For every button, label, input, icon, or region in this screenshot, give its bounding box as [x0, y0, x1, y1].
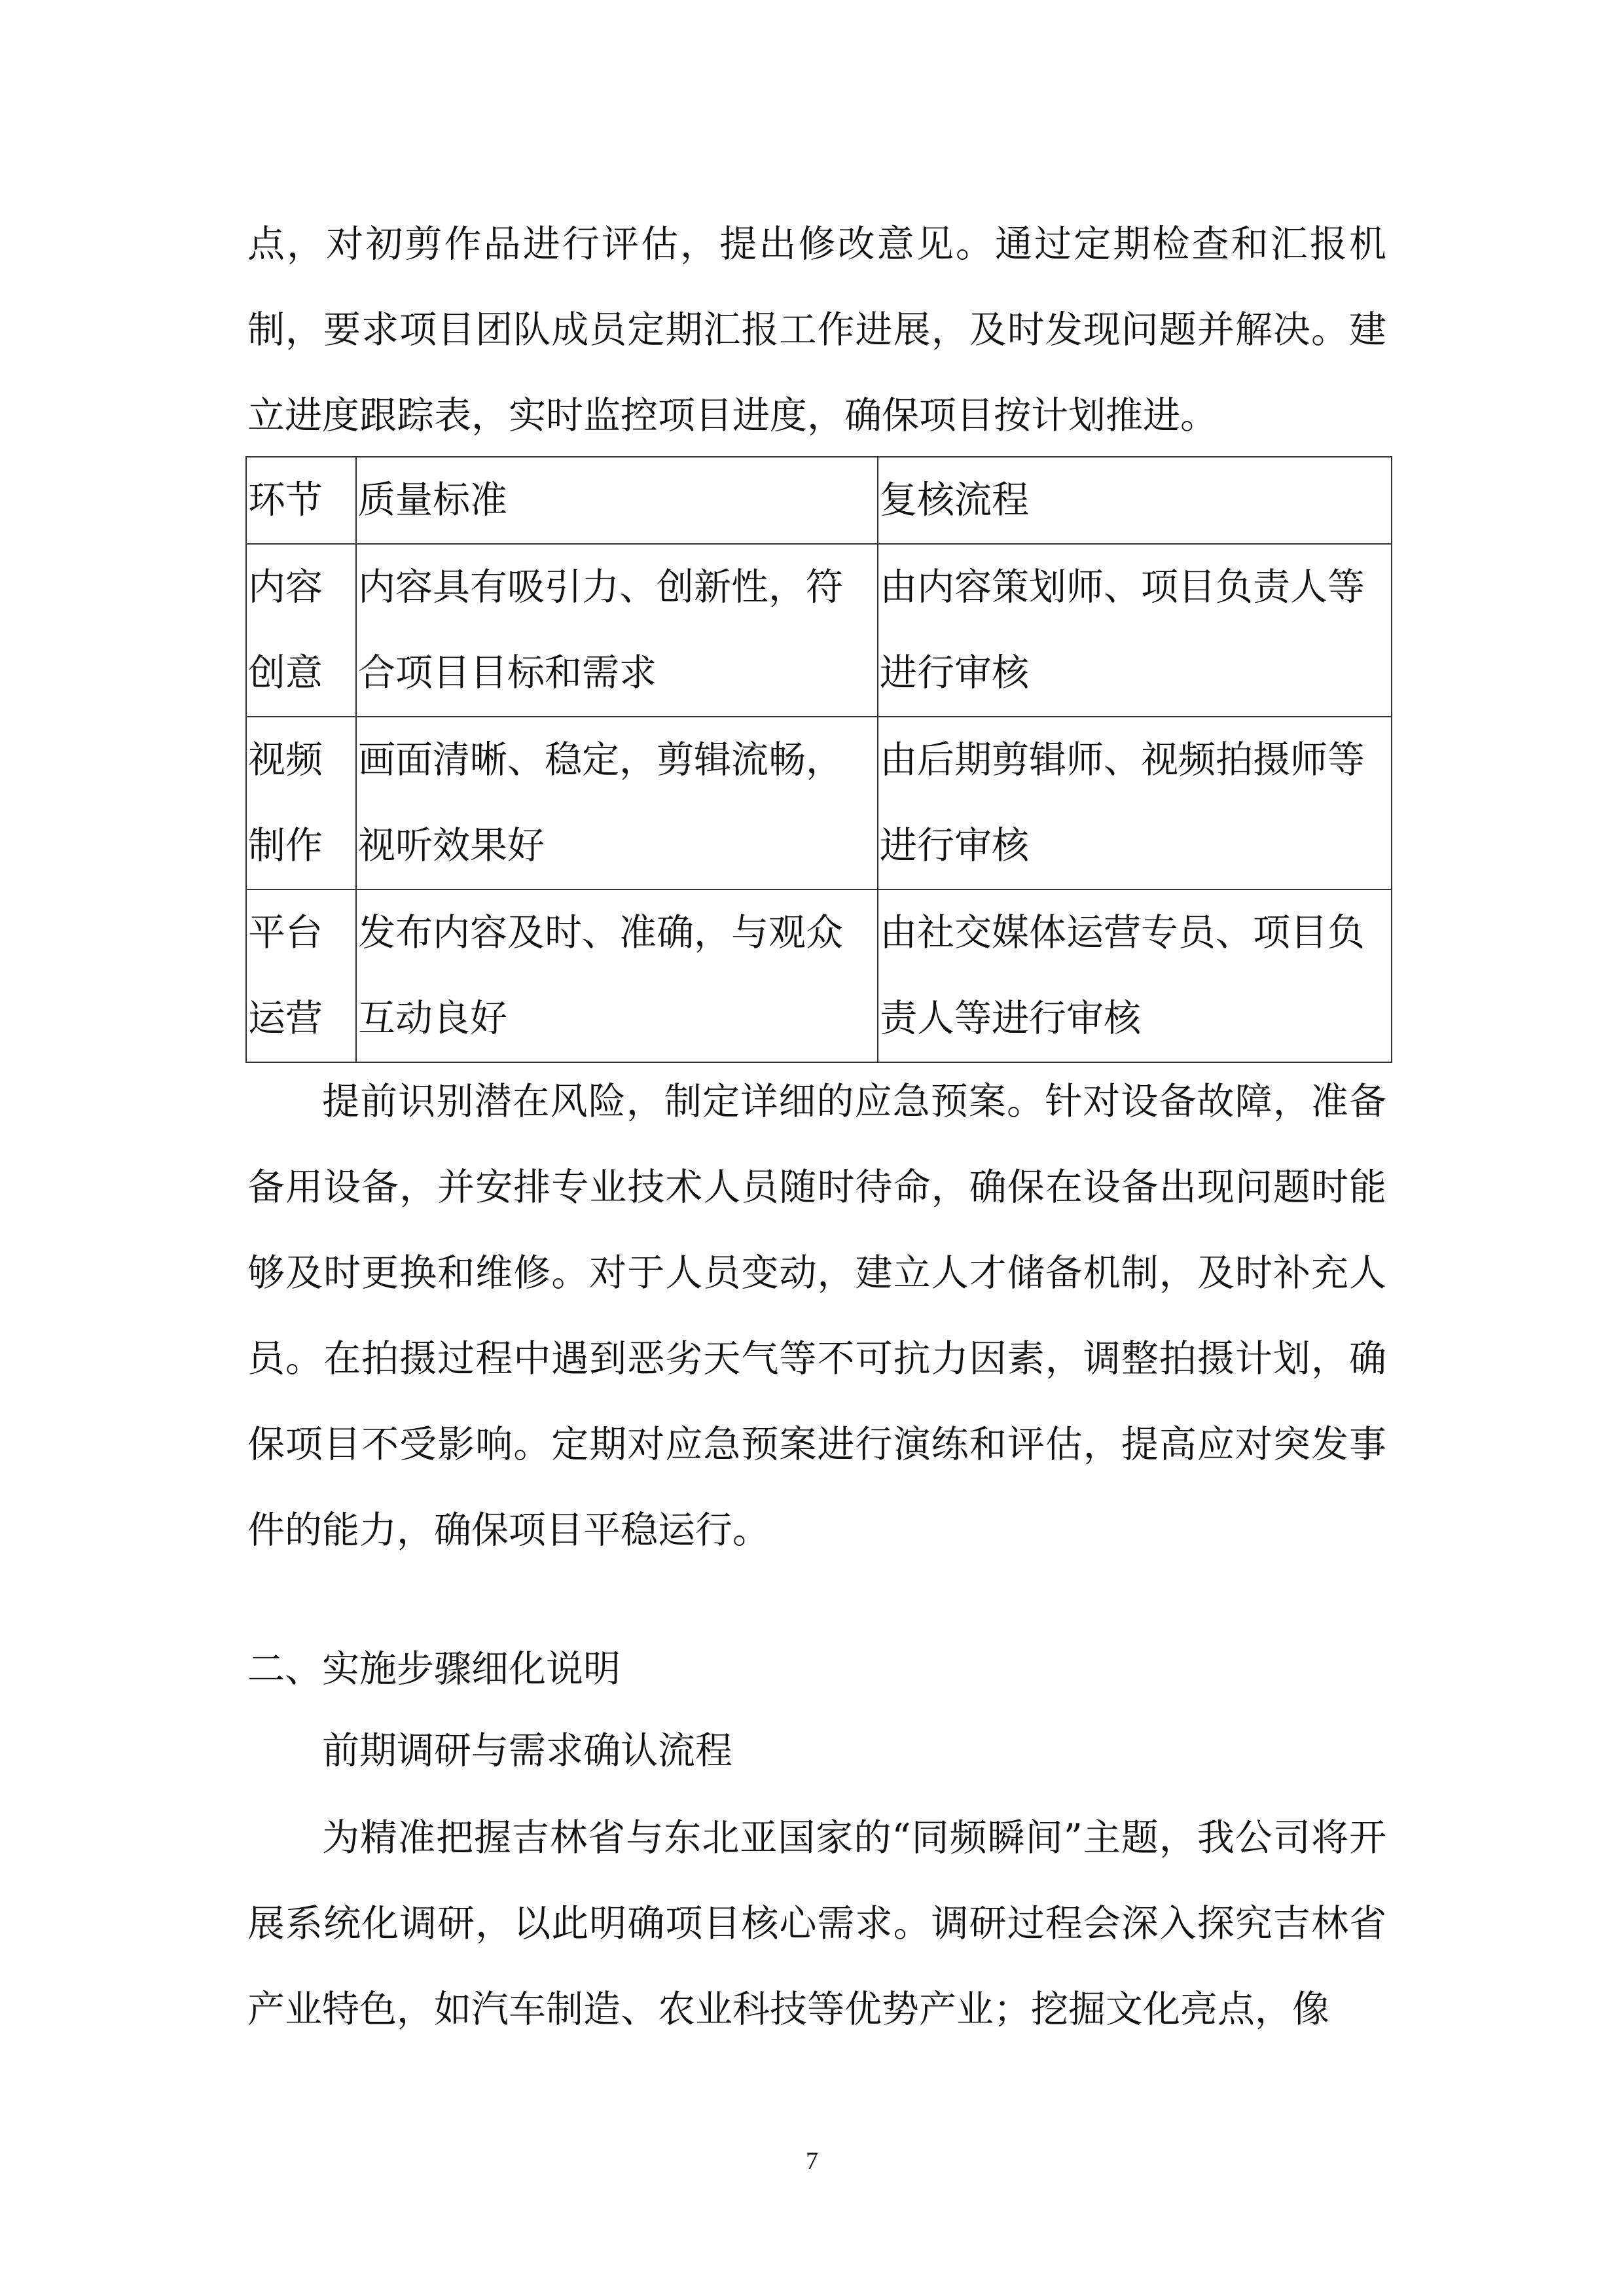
quality-standards-table: [245, 456, 1392, 1063]
row-stage: 视频制作: [246, 717, 356, 889]
subsection-heading: 前期调研与需求确认流程: [322, 1729, 732, 1772]
row-standard: 发布内容及时、准确，与观众互动良好: [356, 889, 878, 1062]
page-number: 7: [806, 2147, 818, 2175]
table-header-row: [246, 457, 1392, 544]
row-standard: 内容具有吸引力、创新性，符合项目目标和需求: [356, 544, 878, 717]
row-review: 由后期剪辑师、视频拍摄师等进行审核: [878, 717, 1392, 889]
table-row: [246, 717, 1392, 889]
row-standard: 画面清晰、稳定，剪辑流畅，视听效果好: [356, 717, 878, 889]
header-standard: 质量标准: [356, 457, 878, 544]
research-paragraph: 为精准把握吉林省与东北亚国家的“同频瞬间”主题，我公司将开展系统化调研，以此明确项目核心需求。调研过程会深入探究吉林省产业特色，如汽车制造、农业科技等优势产业；挖掘文化亮点，像: [247, 1816, 1386, 2031]
row-review: 由内容策划师、项目负责人等进行审核: [878, 544, 1392, 717]
risk-paragraph: 提前识别潜在风险，制定详细的应急预案。针对设备故障，准备备用设备，并安排专业技术人员随时待命，确保在设备出现问题时能够及时更换和维修。对于人员变动，建立人才储备机制，及时补充人员。在拍摄过程中遇到恶劣天气等不可抗力因素，调整拍摄计划，确保项目不受影响。定期对应急预案进行演练和评估，提高应对突发事件的能力，确保项目平稳运行。: [247, 1080, 1386, 1552]
intro-paragraph: 点，对初剪作品进行评估，提出修改意见。通过定期检查和汇报机制，要求项目团队成员定期汇报工作进展，及时发现问题并解决。建立进度跟踪表，实时监控项目进度，确保项目按计划推进。: [247, 223, 1386, 437]
row-review: 由社交媒体运营专员、项目负责人等进行审核: [878, 889, 1392, 1062]
header-stage: 环节: [246, 457, 356, 544]
row-stage: 平台运营: [246, 889, 356, 1062]
section-heading: 二、实施步骤细化说明: [247, 1647, 621, 1691]
row-stage: 内容创意: [246, 544, 356, 717]
header-review: 复核流程: [878, 457, 1392, 544]
table-row: [246, 544, 1392, 717]
table-row: [246, 889, 1392, 1062]
